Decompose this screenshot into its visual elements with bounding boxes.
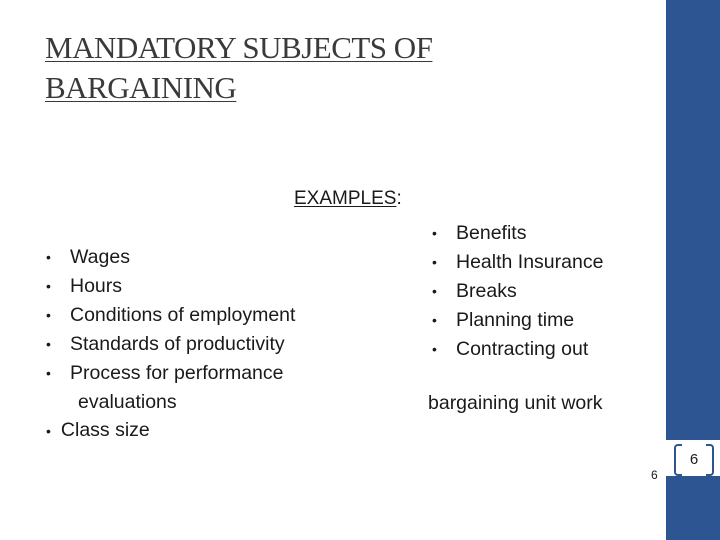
list-item-label: Health Insurance [456,251,604,273]
bullet-icon: • [46,423,51,439]
list-item-continuation: bargaining unit work [428,392,603,414]
slide-title: MANDATORY SUBJECTS OF BARGAINING [45,30,433,105]
list-item-label: Contracting out [456,338,589,360]
list-item-label: Hours [70,275,123,297]
list-item [432,335,603,364]
slide-number-box [674,444,714,474]
bullet-icon: • [432,341,437,357]
list-item-label: Breaks [456,280,517,302]
bullet-icon: • [432,283,437,299]
examples-colon: : [396,188,402,209]
bullet-icon: • [432,225,437,241]
slide-number: 6 [689,451,699,468]
bullet-icon: • [46,365,51,381]
bracket-right-icon [706,444,714,476]
bullet-icon: • [46,249,51,265]
list-item-label: Class size [60,419,150,441]
list-item-label: Wages [70,246,130,268]
list-item [46,330,295,359]
page-number: 6 [651,468,658,482]
bullet-icon: • [432,254,437,270]
list-item-continuation [46,388,295,417]
list-item [432,248,603,277]
list-item-label: Conditions of employment [70,304,296,326]
list-item-label: Process for performance [70,362,284,384]
list-item-label: evaluations [78,391,177,413]
list-item [432,306,603,335]
class-size-item [46,416,150,446]
list-item-label: Benefits [456,222,527,244]
list-item [46,359,295,388]
bullet-icon: • [46,336,51,352]
list-item [46,301,295,330]
list-item-label: Planning time [456,309,575,331]
examples-label: EXAMPLES [294,188,397,209]
list-item-label: Standards of productivity [70,333,285,355]
bullet-icon: • [432,312,437,328]
bullet-icon: • [46,307,51,323]
bullet-icon: • [46,278,51,294]
examples-heading [294,188,402,210]
left-bullet-list [46,243,295,417]
list-item [46,272,295,301]
right-bullet-list [432,219,603,364]
list-item [46,243,295,272]
list-item [432,219,603,248]
list-item [432,277,603,306]
